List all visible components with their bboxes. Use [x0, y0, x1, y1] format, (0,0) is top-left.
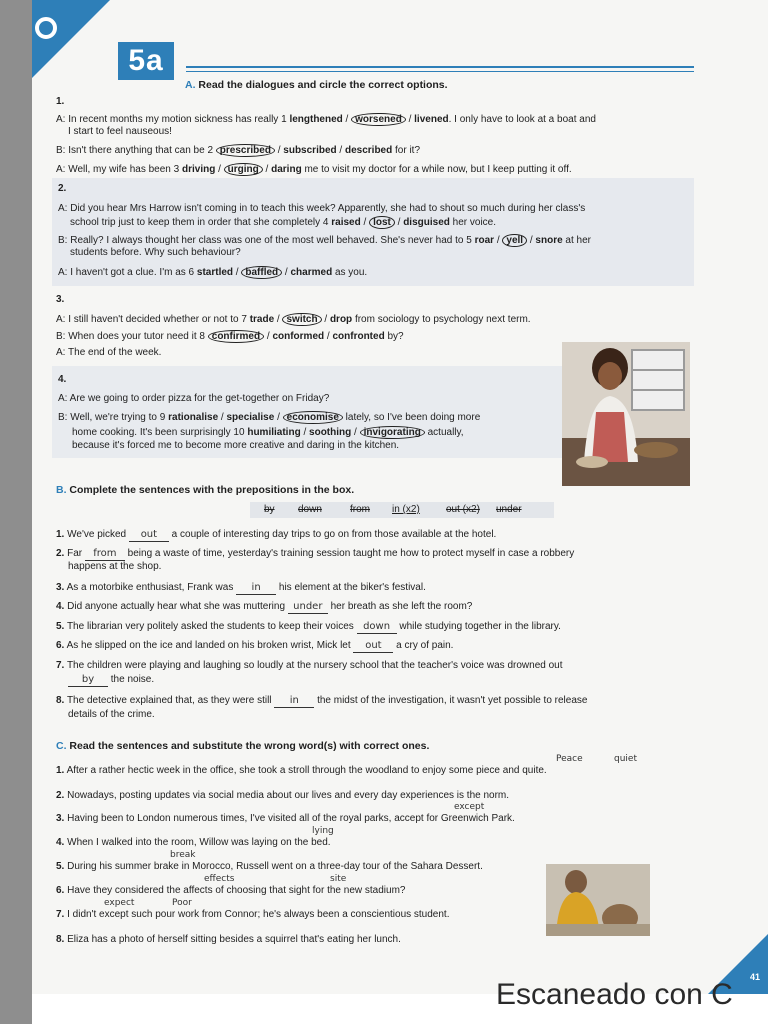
dialogue-line: B: Isn't there anything that can be 2 prescribed / subscribed / described for it? — [56, 145, 421, 156]
person-photo — [546, 864, 650, 936]
dialogue-number: 1. — [56, 96, 65, 107]
exercise-b-item: 1. We've picked out a couple of interesting day trips to go on from those available at the hotel. — [56, 529, 497, 540]
word-in: in (x2) — [392, 504, 420, 515]
dialogue-number: 2. — [58, 183, 67, 194]
word-down: down — [298, 504, 322, 515]
scanner-watermark: Escaneado con C — [496, 978, 733, 1011]
dialogue-line: A: Did you hear Mrs Harrow isn't coming in to teach this week? Apparently, she had to shout so much during her class's — [58, 203, 586, 214]
exercise-c-item: 3. Having been to London numerous times, I've visited all of the royal parks, accept for Greenwich Park. — [56, 813, 515, 824]
exercise-b-item: 6. As he slipped on the ice and landed on his broken wrist, Mick let out a cry of pain. — [56, 640, 454, 651]
exercise-c-item: 6. Have they considered the affects of choosing that sight for the new stadium? — [56, 885, 406, 896]
word-out: out (x2) — [446, 504, 480, 515]
unit-corner-tab — [32, 0, 112, 80]
exercise-b-item-cont: happens at the shop. — [68, 561, 162, 572]
exercise-b-item: 3. As a motorbike enthusiast, Frank was in his element at the biker's festival. — [56, 582, 426, 593]
preposition-word-box — [250, 502, 554, 518]
exercise-b-item: 5. The librarian very politely asked the students to keep their voices down while studying together in the library. — [56, 621, 561, 632]
dialogue-line: A: Well, my wife has been 3 driving / urging / daring me to visit my doctor for a while now, but I keep putting it off. — [56, 164, 572, 175]
answer-blank[interactable]: from — [85, 548, 125, 561]
exercise-b-item: 2. Far from being a waste of time, yesterday's training session taught me how to protect myself in case a robbery — [56, 548, 575, 559]
dialogue-line: B: Well, we're trying to 9 rationalise / specialise / economise lately, so I've been doing more — [58, 412, 481, 423]
answer-blank[interactable]: under — [288, 601, 328, 614]
workbook-page — [32, 0, 768, 994]
answer-blank[interactable]: down — [357, 621, 397, 634]
cooking-woman-photo — [562, 342, 690, 486]
dialogue-line: school trip just to keep them in order that she completely 4 raised / lost / disguised her voice. — [70, 217, 497, 228]
exercise-c-item: 4. When I walked into the room, Willow was laying on the bed. — [56, 837, 331, 848]
exercise-b-item-cont: by the noise. — [68, 674, 154, 687]
exercise-c-item: 8. Eliza has a photo of herself sitting besides a squirrel that's eating her lunch. — [56, 934, 401, 945]
dialogue-line: A: In recent months my motion sickness has really 1 lengthened / worsened / livened. I only have to look at a boat and — [56, 114, 596, 125]
dialogue-line: A: Are we going to order pizza for the get-together on Friday? — [58, 393, 330, 404]
dialogue-line: B: Really? I always thought her class was one of the most well behaved. She's never had to 5 roar / yell / snore at her — [58, 235, 592, 246]
handwritten-correction: expect — [104, 898, 135, 908]
answer-blank[interactable]: out — [129, 529, 169, 542]
handwritten-correction: break — [170, 850, 196, 860]
title-rule-2 — [186, 71, 694, 72]
dialogue-line: A: The end of the week. — [56, 347, 162, 358]
exercise-c-item: 5. During his summer brake in Morocco, Russell went on a three-day tour of the Sahara Dessert. — [56, 861, 483, 872]
exercise-c-item: 2. Nowadays, posting updates via social media about our lives and every day experiences is the norm. — [56, 790, 510, 801]
exercise-c-item: 1. After a rather hectic week in the office, she took a stroll through the woodland to enjoy some piece and quite. — [56, 765, 547, 776]
unit-badge: 5a — [118, 42, 174, 80]
dialogue-number: 4. — [58, 374, 67, 385]
dialogue-line: students before. Why such behaviour? — [70, 247, 241, 258]
answer-blank[interactable]: in — [274, 695, 314, 708]
handwritten-correction: site — [330, 874, 347, 884]
answer-blank[interactable]: in — [236, 582, 276, 595]
section-a-title: A. Read the dialogues and circle the correct options. — [185, 79, 448, 91]
dialogue-line: A: I still haven't decided whether or not to 7 trade / switch / drop from sociology to psychology next term. — [56, 314, 531, 325]
dialogue-line: B: When does your tutor need it 8 confirmed / conformed / confronted by? — [56, 331, 404, 342]
handwritten-correction: except — [454, 802, 485, 812]
page-number: 41 — [750, 972, 761, 982]
exercise-b-item: 7. The children were playing and laughing so loudly at the nursery school that the teacher's voice was drowned out — [56, 660, 563, 671]
title-rule — [186, 66, 694, 68]
exercise-b-item: 4. Did anyone actually hear what she was muttering under her breath as she left the room? — [56, 601, 473, 612]
handwritten-correction: lying — [312, 826, 334, 836]
answer-blank[interactable]: out — [353, 640, 393, 653]
dialogue-line: home cooking. It's been surprisingly 10 humiliating / soothing / invigorating actually, — [72, 427, 464, 438]
word-under: under — [496, 504, 522, 515]
handwritten-correction: quiet — [614, 754, 637, 764]
section-c-title: C. Read the sentences and substitute the wrong word(s) with correct ones. — [56, 740, 430, 752]
handwritten-correction: Peace — [556, 754, 583, 764]
answer-blank[interactable]: by — [68, 674, 108, 687]
word-from: from — [350, 504, 370, 515]
dialogue-line: A: I haven't got a clue. I'm as 6 startled / baffled / charmed as you. — [58, 267, 368, 278]
dialogue-line: I start to feel nauseous! — [68, 126, 172, 137]
exercise-c-item: 7. I didn't except such pour work from Connor; he's always been a conscientious student. — [56, 909, 450, 920]
handwritten-correction: effects — [204, 874, 235, 884]
handwritten-correction: Poor — [172, 898, 192, 908]
word-by: by — [264, 504, 275, 515]
section-b-title: B. Complete the sentences with the prepositions in the box. — [56, 484, 355, 496]
dialogue-line: because it's forced me to become more creative and daring in the kitchen. — [72, 440, 400, 451]
exercise-b-item-cont: details of the crime. — [68, 709, 155, 720]
dialogue-number: 3. — [56, 294, 65, 305]
exercise-b-item: 8. The detective explained that, as they were still in the midst of the investigation, it wasn't yet possible to release — [56, 695, 588, 706]
